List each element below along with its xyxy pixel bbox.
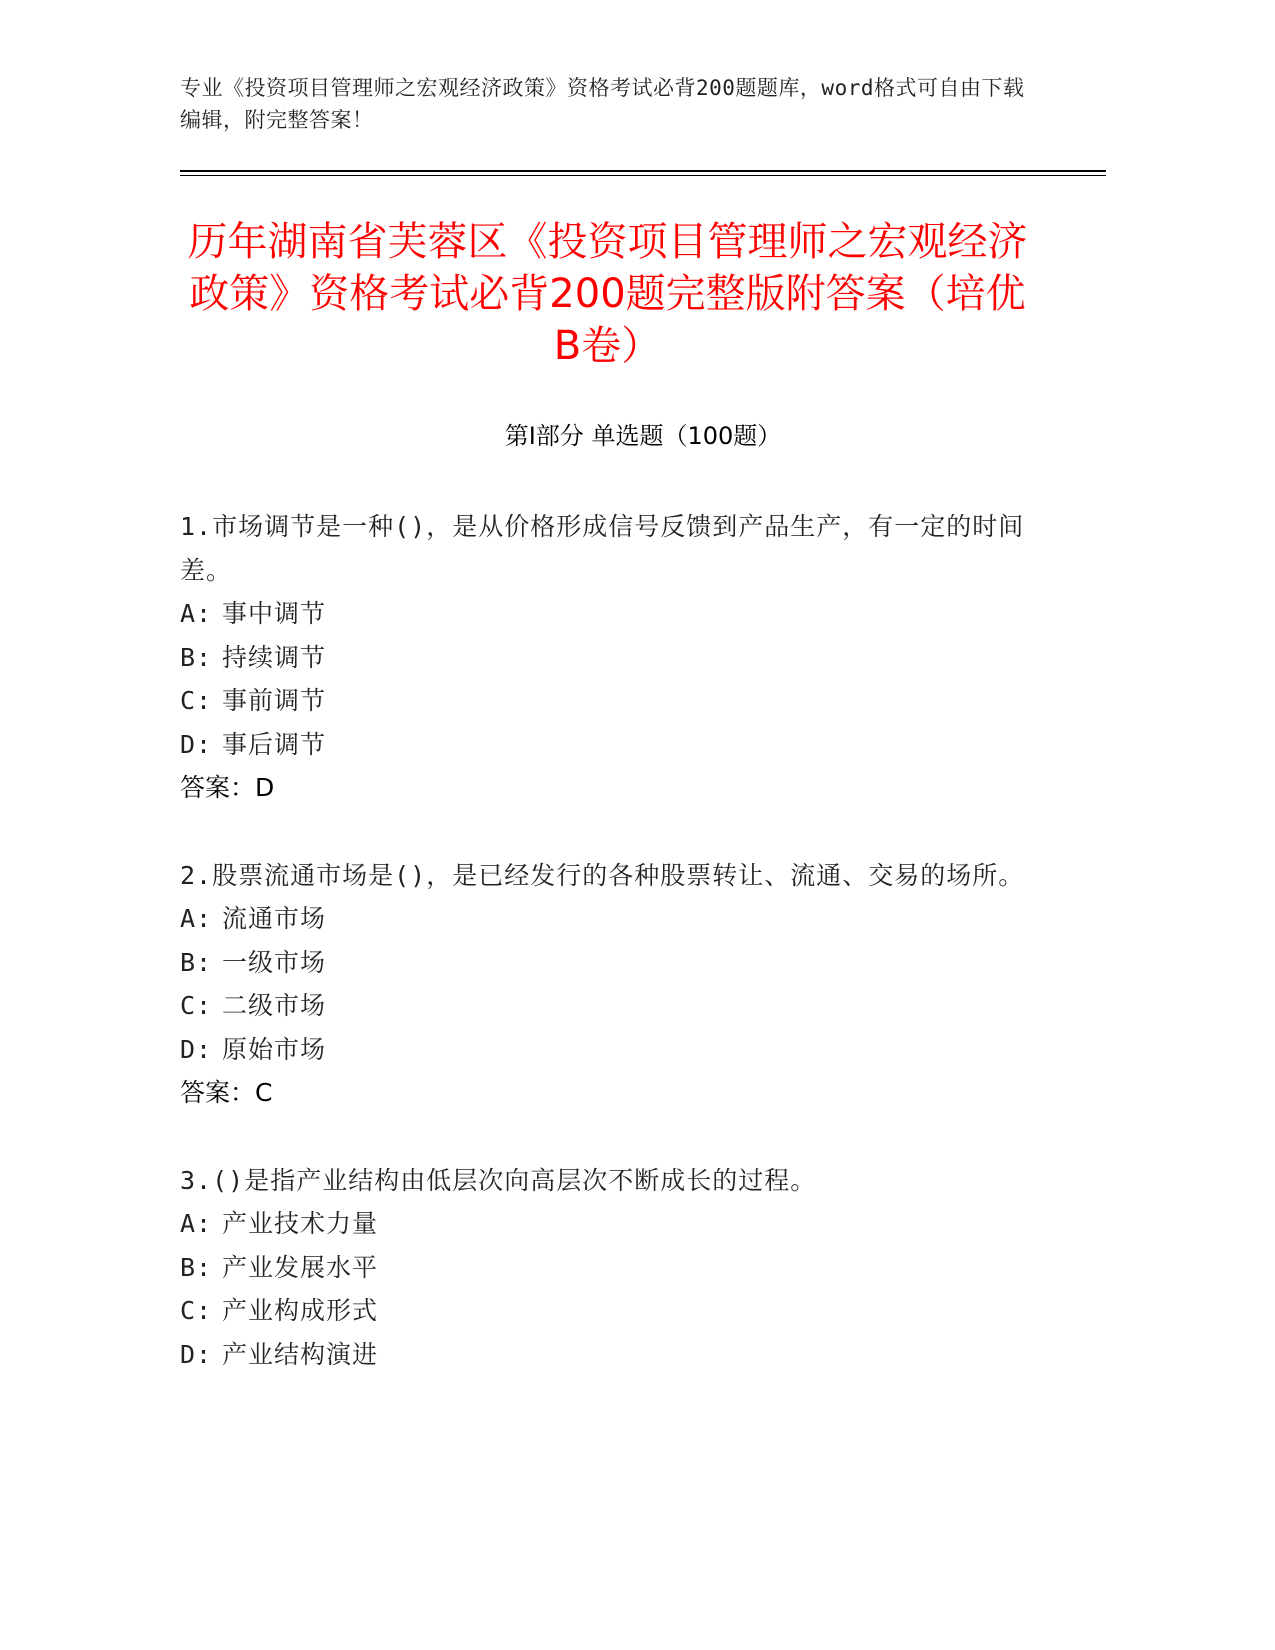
- option-text: 产业技术力量: [222, 1209, 379, 1238]
- option-key: A:: [180, 904, 213, 933]
- option-key: C:: [180, 686, 213, 715]
- option-c: [180, 679, 1030, 723]
- option-key: A:: [180, 1209, 213, 1238]
- option-c: [180, 1289, 1030, 1333]
- option-key: B:: [180, 642, 213, 672]
- option-text: 一级市场: [222, 947, 327, 977]
- option-key: C:: [180, 1296, 213, 1325]
- option-a: [180, 592, 1030, 636]
- header-divider: [180, 170, 1106, 176]
- option-text: 事中调节: [222, 599, 327, 628]
- question-2: [180, 854, 1030, 1115]
- document-title: 历年湖南省芙蓉区《投资项目管理师之宏观经济政策》资格考试必背200题完整版附答案（培优B卷）: [187, 219, 1028, 369]
- option-text: 事后调节: [222, 729, 327, 759]
- option-b: [180, 1246, 1030, 1290]
- option-c: [180, 984, 1030, 1028]
- question-1: [180, 505, 1030, 810]
- question-stem: 1.市场调节是一种()，是从价格形成信号反馈到产品生产，有一定的时间差。: [180, 512, 1025, 585]
- answer-label: 答案：D: [180, 773, 275, 802]
- option-key: C:: [180, 991, 213, 1020]
- option-d: [180, 723, 1030, 767]
- answer-label: 答案：C: [180, 1078, 273, 1107]
- option-d: [180, 1333, 1030, 1377]
- question-3: [180, 1159, 1030, 1377]
- question-stem: 2.股票流通市场是()，是已经发行的各种股票转让、流通、交易的场所。: [180, 860, 1025, 890]
- question-stem: 3.()是指产业结构由低层次向高层次不断成长的过程。: [180, 1165, 817, 1195]
- header-note: 专业《投资项目管理师之宏观经济政策》资格考试必背200题题库，word格式可自由下载编辑，附完整答案！: [180, 76, 1025, 132]
- option-text: 持续调节: [222, 642, 327, 672]
- option-text: 流通市场: [222, 904, 327, 933]
- option-a: [180, 897, 1030, 941]
- option-d: [180, 1028, 1030, 1072]
- option-b: [180, 941, 1030, 985]
- option-key: B:: [180, 1252, 213, 1282]
- question-list: [180, 505, 1030, 1420]
- option-a: [180, 1202, 1030, 1246]
- option-key: B:: [180, 947, 213, 977]
- option-text: 二级市场: [222, 991, 327, 1020]
- option-text: 产业结构演进: [222, 1339, 379, 1369]
- option-text: 产业构成形式: [222, 1296, 379, 1325]
- option-b: [180, 636, 1030, 680]
- option-key: A:: [180, 599, 213, 628]
- option-key: D:: [180, 729, 213, 759]
- option-text: 原始市场: [222, 1034, 327, 1064]
- option-text: 事前调节: [222, 686, 327, 715]
- option-key: D:: [180, 1034, 213, 1064]
- option-key: D:: [180, 1339, 213, 1369]
- section-heading: 第Ⅰ部分 单选题（100题）: [504, 422, 782, 450]
- option-text: 产业发展水平: [222, 1252, 379, 1282]
